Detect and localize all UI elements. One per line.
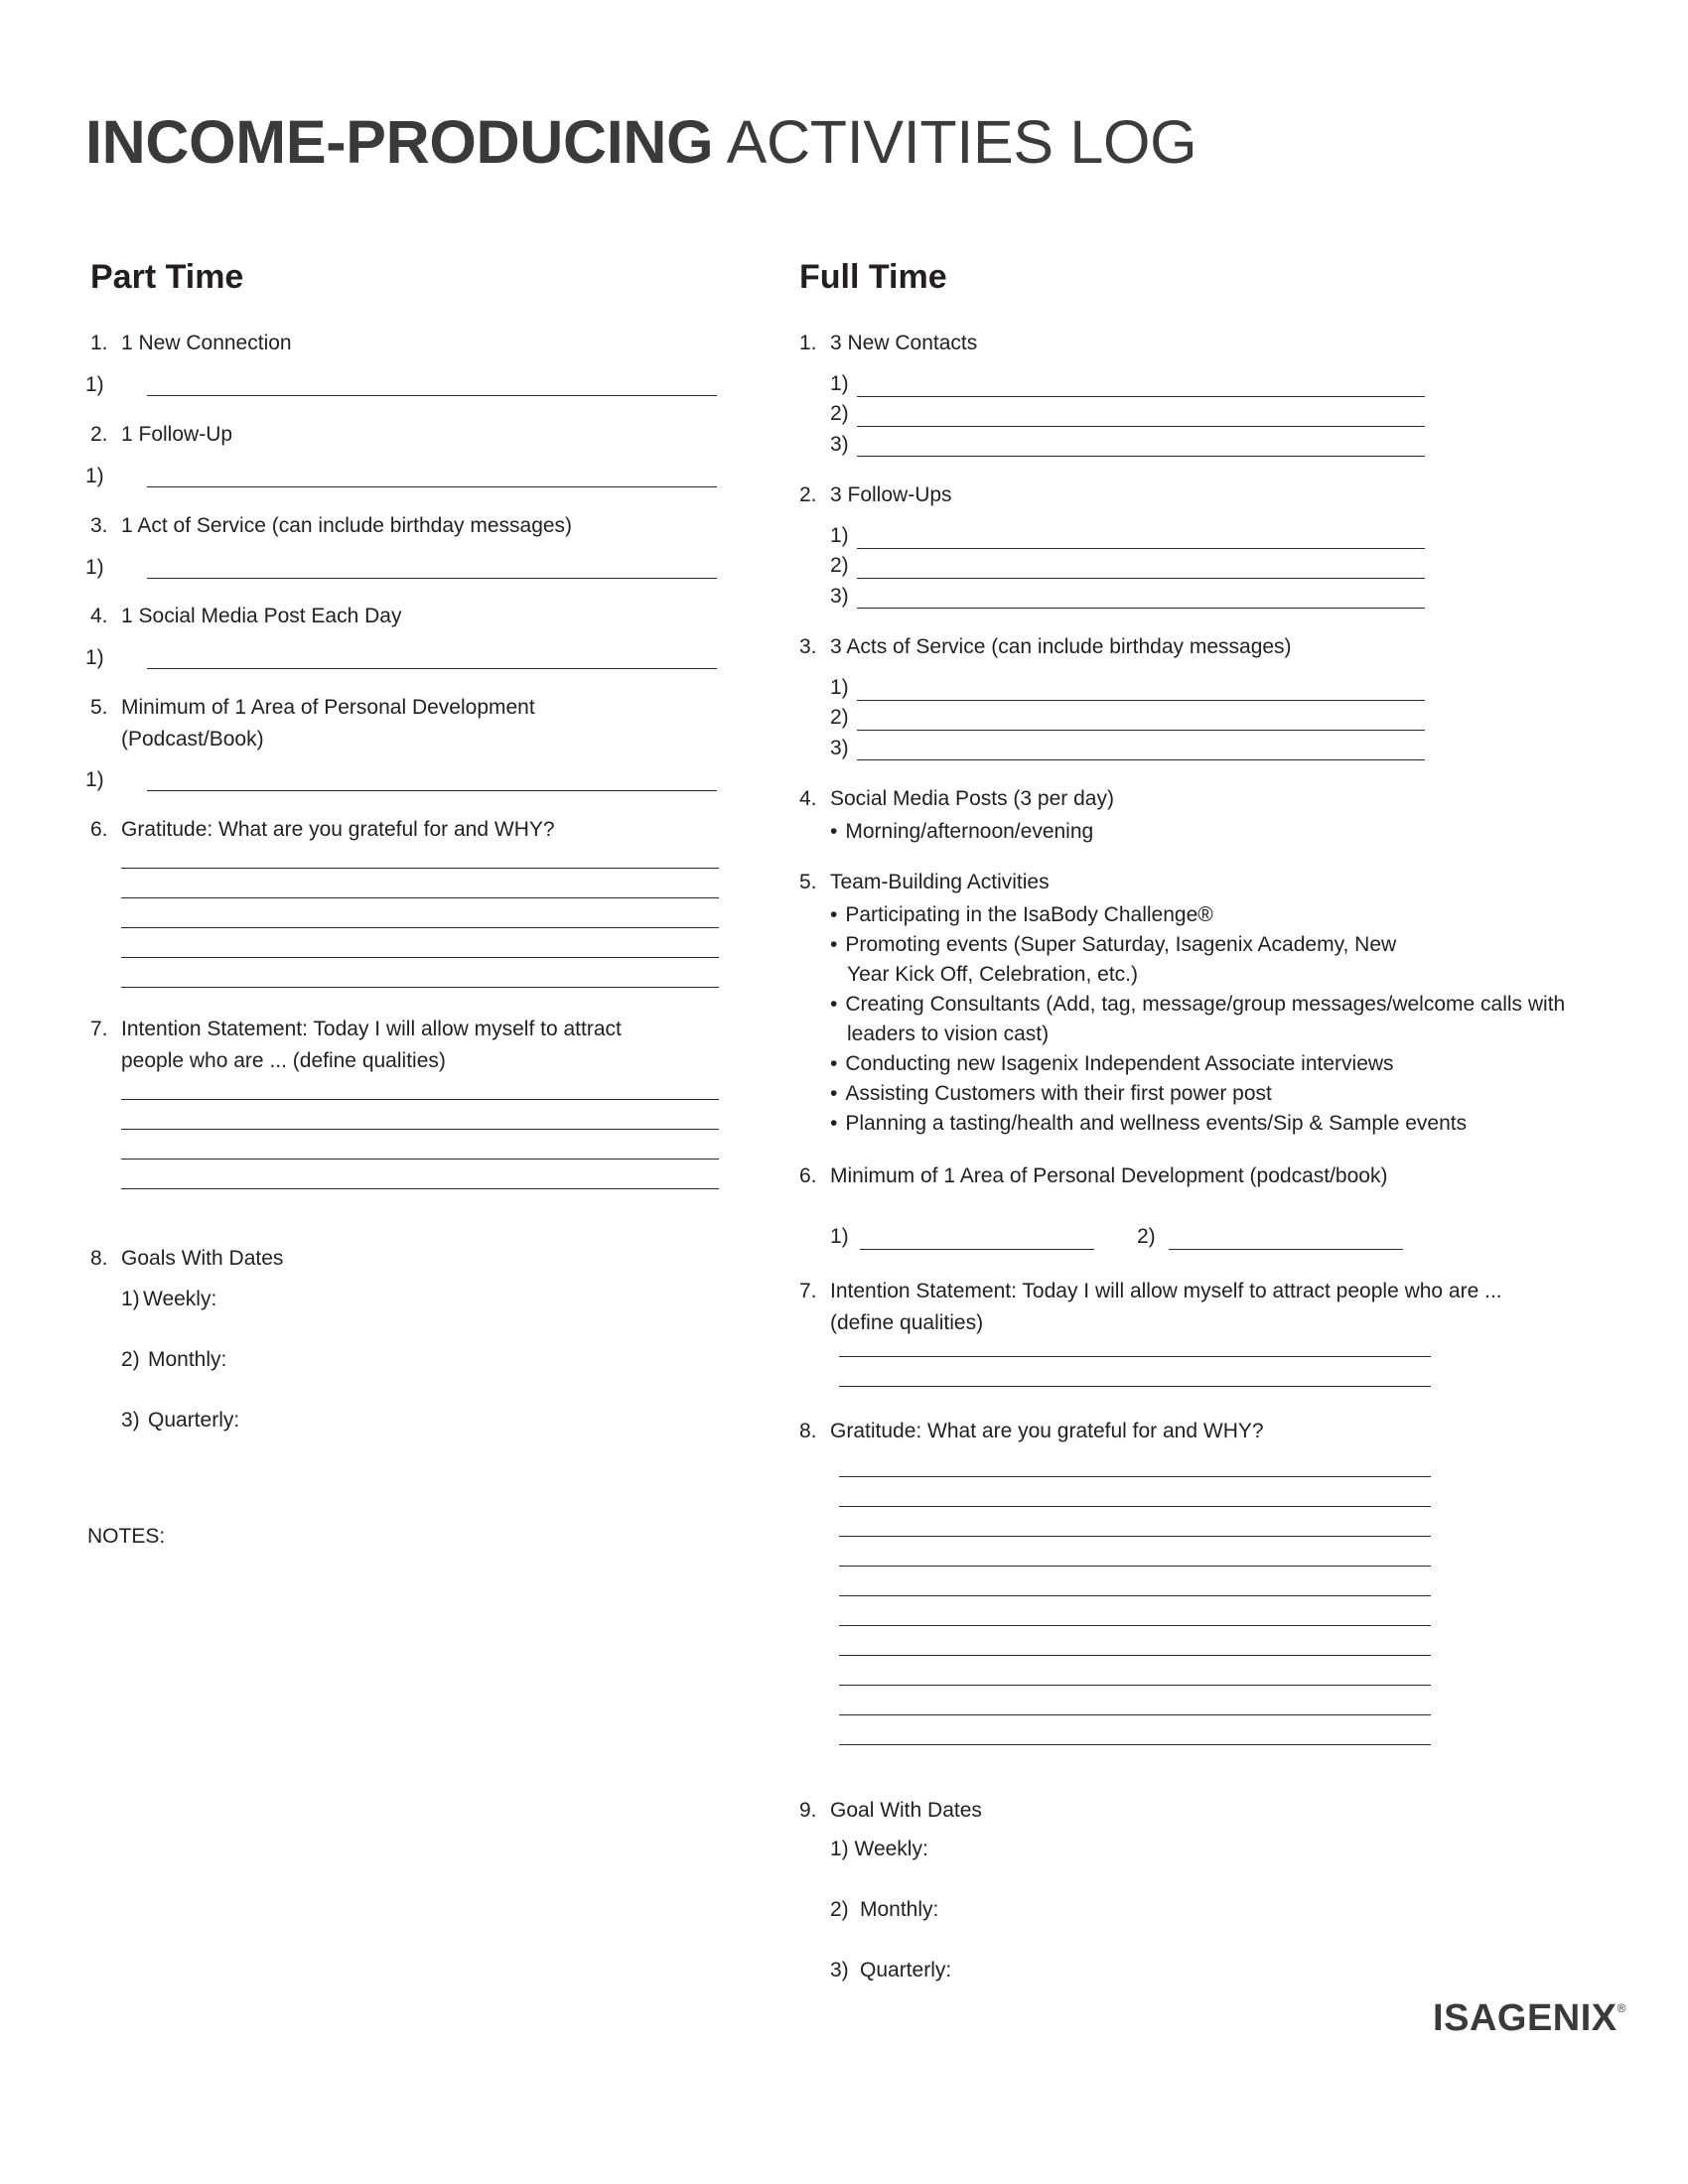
pt-gratitude-line[interactable] [121, 987, 719, 988]
ft-item1-label: 3 New Contacts [830, 332, 978, 354]
ft-item5-num: 5. [799, 871, 817, 893]
pt-item5-num: 5. [90, 696, 108, 719]
pt-item1-label: 1 New Connection [121, 332, 292, 354]
ft-item5-bullet: • Assisting Customers with their first power post [830, 1081, 1272, 1106]
pt-item7-label-cont: people who are ... (define qualities) [121, 1049, 446, 1072]
pt-item3-num: 3. [90, 514, 108, 537]
pt-goal-monthly-num: 2) [121, 1348, 140, 1371]
pt-item4-label: 1 Social Media Post Each Day [121, 605, 402, 627]
pt-goal-quarterly-num: 3) [121, 1409, 140, 1432]
ft-gratitude-line[interactable] [839, 1536, 1431, 1537]
pt-item1-entry-line[interactable] [147, 395, 717, 396]
pt-goal-quarterly: Quarterly: [148, 1409, 240, 1432]
pt-item5-label-cont: (Podcast/Book) [121, 728, 264, 751]
ft-item5-bullet: • Promoting events (Super Saturday, Isagenix Academy, New [830, 932, 1396, 957]
pt-gratitude-line[interactable] [121, 957, 719, 958]
ft-goal-quarterly-num: 3) [830, 1959, 849, 1981]
pt-item8-num: 8. [90, 1247, 108, 1270]
ft-gratitude-line[interactable] [839, 1595, 1431, 1596]
ft-item7-num: 7. [799, 1280, 817, 1302]
ft-item2-label: 3 Follow-Ups [830, 483, 952, 506]
pt-item3-entry-line[interactable] [147, 578, 717, 579]
ft-item9-label: Goal With Dates [830, 1799, 982, 1822]
ft-item1-num: 1. [799, 332, 817, 354]
ft-item3-num: 3. [799, 635, 817, 658]
ft-gratitude-line[interactable] [839, 1744, 1431, 1745]
ft-item2-entry-num: 2) [830, 554, 849, 577]
logo-registered-mark: ® [1617, 2001, 1626, 2015]
ft-item2-num: 2. [799, 483, 817, 506]
ft-item1-entry-line[interactable] [857, 426, 1425, 427]
pt-intention-line[interactable] [121, 1159, 719, 1160]
ft-item1-entry-num: 3) [830, 433, 849, 456]
ft-item3-entry-line[interactable] [857, 730, 1425, 731]
ft-item1-entry-line[interactable] [857, 456, 1425, 457]
ft-item5-bullet-cont: leaders to vision cast) [847, 1023, 1050, 1045]
pt-intention-line[interactable] [121, 1188, 719, 1189]
ft-intention-line[interactable] [839, 1386, 1431, 1387]
logo-text: ISAGENIX [1433, 1997, 1618, 2039]
ft-item3-entry-num: 3) [830, 737, 849, 759]
ft-item5-bullet: • Conducting new Isagenix Independent Associate interviews [830, 1051, 1394, 1076]
page-title [85, 107, 1196, 177]
pt-item5-label: Minimum of 1 Area of Personal Development [121, 696, 535, 719]
pt-item5-entry-line[interactable] [147, 790, 717, 791]
pt-gratitude-line[interactable] [121, 897, 719, 898]
pt-item4-num: 4. [90, 605, 108, 627]
ft-item6-label: Minimum of 1 Area of Personal Development (podcast/book) [830, 1164, 1388, 1187]
pt-item2-num: 2. [90, 423, 108, 446]
ft-item1-entry-num: 1) [830, 372, 849, 395]
ft-item2-entry-num: 1) [830, 524, 849, 547]
pt-item8-label: Goals With Dates [121, 1247, 284, 1270]
pt-item1-entry-num: 1) [85, 373, 104, 396]
ft-item3-entry-num: 2) [830, 706, 849, 729]
ft-goal-weekly: 1) Weekly: [830, 1838, 928, 1860]
ft-item5-label: Team-Building Activities [830, 871, 1050, 893]
pt-item6-num: 6. [90, 818, 108, 841]
ft-item8-label: Gratitude: What are you grateful for and WHY? [830, 1420, 1264, 1442]
ft-item3-entry-line[interactable] [857, 700, 1425, 701]
notes-label: NOTES: [87, 1525, 166, 1548]
ft-item4-label: Social Media Posts (3 per day) [830, 787, 1114, 810]
ft-gratitude-line[interactable] [839, 1476, 1431, 1477]
ft-item1-entry-num: 2) [830, 402, 849, 425]
ft-goal-quarterly: Quarterly: [860, 1959, 952, 1981]
pt-item2-label: 1 Follow-Up [121, 423, 233, 446]
pt-gratitude-line[interactable] [121, 868, 719, 869]
ft-item7-label: Intention Statement: Today I will allow myself to attract people who are ... [830, 1280, 1502, 1302]
ft-item2-entry-num: 3) [830, 585, 849, 608]
ft-gratitude-line[interactable] [839, 1714, 1431, 1715]
ft-item6-entry-line[interactable] [1169, 1249, 1403, 1250]
pt-item4-entry-line[interactable] [147, 668, 717, 669]
ft-item6-entry-num: 1) [830, 1225, 849, 1248]
ft-gratitude-line[interactable] [839, 1685, 1431, 1686]
pt-item7-label: Intention Statement: Today I will allow myself to attract [121, 1018, 622, 1040]
pt-item3-label: 1 Act of Service (can include birthday messages) [121, 514, 573, 537]
pt-item7-num: 7. [90, 1018, 108, 1040]
ft-gratitude-line[interactable] [839, 1625, 1431, 1626]
ft-item6-entry-num: 2) [1137, 1225, 1156, 1248]
ft-item5-bullet-cont: Year Kick Off, Celebration, etc.) [847, 963, 1138, 986]
ft-item6-entry-line[interactable] [860, 1249, 1094, 1250]
ft-item3-label: 3 Acts of Service (can include birthday messages) [830, 635, 1292, 658]
ft-item1-entry-line[interactable] [857, 396, 1425, 397]
pt-item3-entry-num: 1) [85, 556, 104, 579]
pt-intention-line[interactable] [121, 1129, 719, 1130]
ft-item5-bullet: • Planning a tasting/health and wellness events/Sip & Sample events [830, 1111, 1467, 1136]
ft-gratitude-line[interactable] [839, 1506, 1431, 1507]
ft-intention-line[interactable] [839, 1356, 1431, 1357]
ft-item8-num: 8. [799, 1420, 817, 1442]
pt-item5-entry-num: 1) [85, 768, 104, 791]
pt-item6-label: Gratitude: What are you grateful for and WHY? [121, 818, 555, 841]
ft-item7-label-cont: (define qualities) [830, 1311, 984, 1334]
title-bold: INCOME-PRODUCING [85, 108, 714, 176]
pt-item2-entry-num: 1) [85, 465, 104, 487]
ft-item4-num: 4. [799, 787, 817, 810]
ft-item5-bullet: • Participating in the IsaBody Challenge® [830, 902, 1213, 927]
ft-item2-entry-line[interactable] [857, 578, 1425, 579]
ft-item9-num: 9. [799, 1799, 817, 1822]
pt-item1-num: 1. [90, 332, 108, 354]
ft-item4-bullet: • Morning/afternoon/evening [830, 819, 1093, 844]
title-regular: ACTIVITIES LOG [713, 108, 1197, 176]
ft-item3-entry-num: 1) [830, 676, 849, 699]
ft-item6-num: 6. [799, 1164, 817, 1187]
ft-item2-entry-line[interactable] [857, 548, 1425, 549]
full-time-heading: Full Time [799, 258, 947, 296]
part-time-heading: Part Time [90, 258, 244, 296]
pt-goal-weekly: Weekly: [143, 1288, 217, 1310]
ft-item2-entry-line[interactable] [857, 608, 1425, 609]
pt-gratitude-line[interactable] [121, 927, 719, 928]
pt-item2-entry-line[interactable] [147, 486, 717, 487]
pt-goal-monthly: Monthly: [148, 1348, 227, 1371]
ft-goal-monthly: Monthly: [860, 1898, 939, 1921]
ft-gratitude-line[interactable] [839, 1655, 1431, 1656]
isagenix-logo [1433, 1997, 1626, 2040]
pt-intention-line[interactable] [121, 1099, 719, 1100]
pt-item4-entry-num: 1) [85, 646, 104, 669]
ft-gratitude-line[interactable] [839, 1566, 1431, 1567]
ft-item3-entry-line[interactable] [857, 759, 1425, 760]
ft-goal-monthly-num: 2) [830, 1898, 849, 1921]
ft-item5-bullet: • Creating Consultants (Add, tag, message/group messages/welcome calls with [830, 992, 1565, 1017]
pt-goal-weekly-num: 1) [121, 1288, 140, 1310]
